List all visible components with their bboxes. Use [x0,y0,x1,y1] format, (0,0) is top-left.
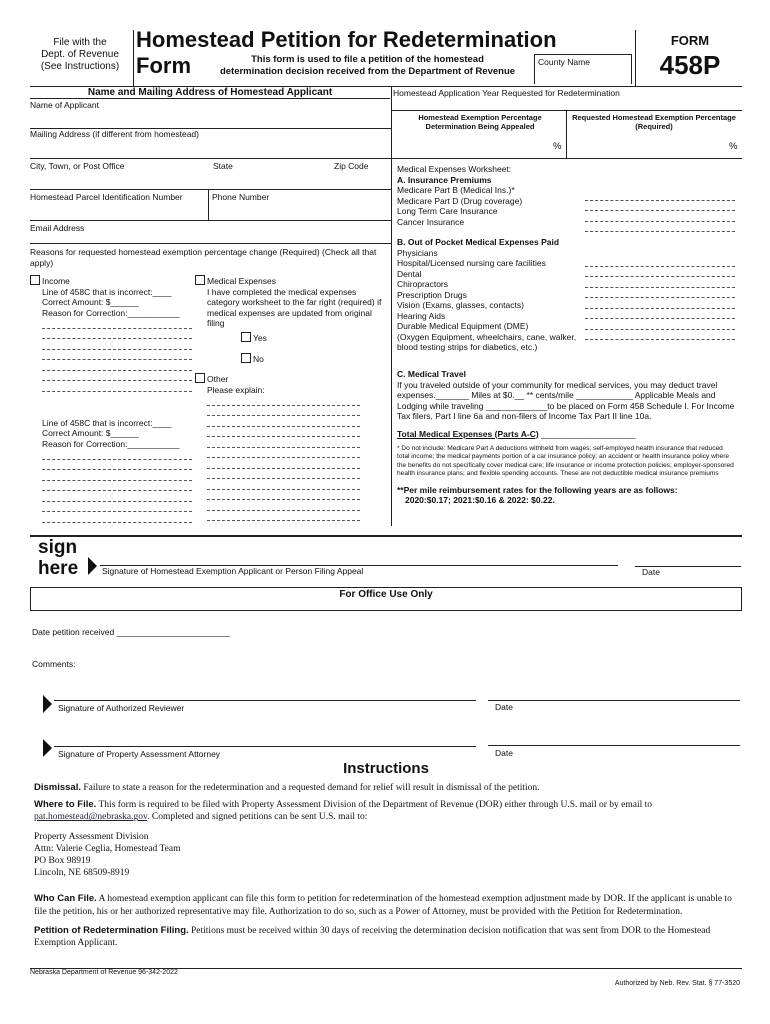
amount-line[interactable] [585,330,735,341]
pct-requested-label: Requested Homestead Exemption Percentage (Required) [572,113,736,131]
income-reason-line[interactable] [42,371,192,382]
reviewer-signature-label: Signature of Authorized Reviewer [58,703,185,713]
other-checkbox[interactable] [195,373,205,383]
yes-label: Yes [253,332,267,343]
amount-line[interactable] [585,190,735,201]
medical-travel-section [397,369,737,506]
worksheet-item: Medicare Part D (Drug coverage) [397,195,523,206]
worksheet-item: Hospital/Licensed nursing care facilities [397,258,546,268]
applicant-signature-label: Signature of Homestead Exemption Applicant or Person Filing Appeal [102,566,364,576]
name-of-applicant-label: Name of Applicant [30,100,99,110]
total-medical-label: Total Medical Expenses (Parts A-C) [397,428,539,439]
other-explain-line[interactable] [207,395,360,406]
insurance-premiums-title: A. Insurance Premiums [397,174,492,185]
income-line-incorrect-2: Line of 458C that is incorrect:____ [42,417,172,428]
applicant-date-label: Date [642,567,660,577]
worksheet-item: Vision (Exams, glasses, contacts) [397,300,524,310]
other-explain-line[interactable] [207,416,360,427]
income-reason-line[interactable] [42,481,192,492]
amount-line[interactable] [585,288,735,299]
pct-requested-sign: % [729,141,738,152]
applicant-date-field[interactable] [635,548,741,566]
yes-checkbox[interactable] [241,332,251,342]
income-reason-line[interactable] [42,339,192,350]
amount-line[interactable] [585,319,735,330]
attorney-arrow-icon [43,739,52,757]
sign-word: sign [38,537,78,558]
address-line: Property Assessment Division [34,831,149,842]
where-heading: Where to File. [34,799,97,811]
worksheet-item: Hearing Aids [397,310,446,321]
dismissal-text: Failure to state a reason for the redetermination and a requested demand for relief will result in dismissal of the petition. [81,783,540,793]
reviewer-arrow-icon [43,695,52,713]
income-label: Income [42,276,70,286]
dismissal-heading: Dismissal. [34,782,81,793]
email-address-field[interactable] [30,233,390,243]
medical-travel-title: C. Medical Travel [397,369,466,379]
income-reason-line[interactable] [42,512,192,523]
other-explain-line[interactable] [207,427,360,438]
email-link[interactable]: pat.homestead@nebraska.gov [34,812,148,823]
income-reason-line[interactable] [42,491,192,502]
worksheet-item: Chiropractors [397,279,449,289]
income-reason-2: Reason for Correction:___________ [42,438,180,449]
amount-line[interactable] [585,211,735,222]
where-paragraph [34,799,740,823]
other-explain-line[interactable] [207,458,360,469]
income-reason-line[interactable] [42,360,192,371]
attorney-date-field[interactable] [488,727,740,745]
comments-field[interactable] [90,655,740,685]
mileage-rates: 2020:$0.17; 2021:$0.16 & 2022: $0.22. [405,495,555,506]
date-petition-received[interactable]: Date petition received ________________________ [32,627,231,637]
other-explain-line[interactable] [207,437,360,448]
attorney-date-label: Date [495,748,513,758]
form-title: Homestead Petition for Redetermination Form [136,27,557,78]
no-label: No [253,354,264,364]
mailing-address-field[interactable] [30,139,390,158]
other-label: Other [207,374,229,384]
footer-authorization: Authorized by Neb. Rev. Stat. § 77-3520 [614,980,740,987]
out-of-pocket-amounts [585,256,735,340]
who-text: A homestead exemption applicant can file this form to petition for redetermination of the homestead exemption adjustment made by DOR. If the applicant is unable to file the petition, his or her authorized representative may file. Authorization to do so, such as a Power of Attorney, must be provided with the Petition for Redetermination. [34,894,732,917]
other-explain-line[interactable] [207,511,360,522]
application-year-label: Homestead Application Year Requested for Redetermination [393,88,620,98]
income-reason-line[interactable] [42,470,192,481]
name-of-applicant-field[interactable] [30,110,390,128]
amount-line[interactable] [585,256,735,267]
no-checkbox[interactable] [241,353,251,363]
other-explain-line[interactable] [207,490,360,501]
amount-line[interactable] [585,222,735,233]
mailing-address-block [34,831,740,880]
income-reason-line[interactable] [42,449,192,460]
sign-arrow-icon [88,557,97,575]
insurance-footnote: * Do not include: Medicare Part A deductions withheld from wages; self-employed health insurance that reduced total income; the medical payments portion of a car insurance policy; an accident or health insurance policy where the benefits do not specifically cover medical care; life insurance or income protection policies; employer-sponsored health insurance plans; and flexible spending accounts. These are not deductible medical insurance premiums [397,445,734,478]
medical-expenses-checkbox[interactable] [195,275,205,285]
petition-text: Petitions must be received within 30 days of receiving the determination decision notification that was sent from DOR to the Homestead Exemption Applicant. [34,925,711,949]
worksheet-item: Dental [397,268,422,279]
amount-line[interactable] [585,298,735,309]
worksheet-item: Medicare Part B (Medical Ins.)* [397,185,515,195]
income-reason-line[interactable] [42,350,192,361]
mileage-rates-title: **Per mile reimbursement rates for the following years are as follows: [397,484,678,495]
income-line-incorrect-1: Line of 458C that is incorrect:____ [42,286,172,297]
petition-heading: Petition of Redetermination Filing. [34,924,189,936]
form-number: 458P [659,50,721,80]
instructions-title: Instructions [343,760,429,777]
pct-appealed-label: Homestead Exemption Percentage Determination Being Appealed [418,113,542,131]
who-heading: Who Can File. [34,893,97,905]
medical-option [195,275,387,365]
worksheet-item: Durable Medical Equipment (DME) [397,321,529,331]
out-of-pocket-title: B. Out of Pocket Medical Expenses Paid [397,237,560,247]
parcel-id-label: Homestead Parcel Identification Number [30,192,183,202]
instructions-body [34,782,740,949]
pct-appealed-field[interactable] [392,132,552,156]
email-address-label: Email Address [30,223,85,233]
comments-label: Comments: [32,659,76,669]
income-correct-amount-2: Correct Amount: $______ [42,428,139,438]
where-text: This form is required to be filed with Property Assessment Division of the Department of Revenue (DOR) either through U.S. mail or by email to [96,800,653,811]
reasons-label: Reasons for requested homestead exemption percentage change (Required) (Check all that apply) [30,247,377,268]
mailing-address-label: Mailing Address (if different from homestead) [30,129,199,139]
footer-form-id: Nebraska Department of Revenue 96-342-2022 [30,969,178,976]
office-use-header: For Office Use Only [30,587,742,611]
other-option [195,373,360,521]
worksheet-item-extra: (Oxygen Equipment, wheelchairs, cane, walker, blood testing strips for diabetics, etc.) [397,331,577,352]
worksheet-item: Prescription Drugs [397,289,467,300]
medical-travel-text: If you traveled outside of your community for medical services, you may deduct travel expenses._______ Miles at $0.__ ** cents/mile ____________ Applicable Meals and Lodging while traveling _____________to be placed on Form 458 Schedule I. For Income Tax filers, Part I line 6a and non-filers of Income Tax Part II line 10a. [397,379,735,421]
state-label: State [213,161,233,171]
form-label: FORM [670,33,710,48]
other-explain-line[interactable] [207,448,360,459]
total-medical-field[interactable]: ____________________ [541,428,636,439]
county-name-label: County Name [538,57,590,67]
applicant-section-title: Name and Mailing Address of Homestead Applicant [30,86,390,99]
address-line: Lincoln, NE 68509-8919 [34,868,130,879]
income-checkbox[interactable] [30,275,40,285]
city-state-zip-field[interactable] [30,172,390,189]
pct-requested-field[interactable] [568,132,726,156]
address-line: PO Box 98919 [34,856,91,867]
medical-expenses-text: I have completed the medical expenses category worksheet to the far right (required) if medical expenses are updated from original filing [207,286,382,328]
amount-line[interactable] [585,277,735,288]
medical-expenses-label: Medical Expenses [207,276,276,286]
who-paragraph [34,893,740,917]
income-reason-line[interactable] [42,381,192,392]
amount-line[interactable] [585,267,735,278]
city-label: City, Town, or Post Office [30,161,125,171]
income-reason-line[interactable] [42,329,192,340]
reviewer-signature-field[interactable] [54,682,476,700]
reviewer-date-label: Date [495,702,513,712]
zip-label: Zip Code [334,161,369,171]
where-text-2: . Completed and signed petitions can be sent U.S. mail to: [147,812,368,823]
insurance-amounts [585,190,735,232]
other-explain-line[interactable] [207,479,360,490]
worksheet-title: Medical Expenses Worksheet: [397,164,512,174]
form-subtitle: This form is used to file a petition of the homestead determination decision received from the Department of Revenue [219,54,516,77]
income-reason-line[interactable] [42,502,192,513]
attorney-signature-label: Signature of Property Assessment Attorney [58,749,221,759]
other-explain-line[interactable] [207,500,360,511]
worksheet-item: Long Term Care Insurance [397,206,498,216]
amount-line[interactable] [585,309,735,320]
income-reason-line[interactable] [42,460,192,471]
address-line: Attn: Valerie Ceglia, Homestead Team [34,843,181,854]
other-explain-line[interactable] [207,406,360,417]
phone-number-label: Phone Number [212,192,270,202]
income-reason-line[interactable] [42,318,192,329]
file-with-note: File with the Dept. of Revenue (See Instructions) [40,37,120,72]
income-option [30,275,192,523]
income-correct-amount-1: Correct Amount: $______ [42,297,139,307]
attorney-signature-field[interactable] [54,728,476,746]
income-reason-1: Reason for Correction:___________ [42,307,180,318]
dismissal-paragraph [34,782,740,794]
applicant-signature-field[interactable] [100,545,618,565]
county-name-field[interactable] [534,54,632,84]
other-explain-line[interactable] [207,469,360,480]
worksheet-item: Physicians [397,247,438,258]
other-explain-label: Please explain: [207,384,265,395]
here-word: here [38,558,79,579]
amount-line[interactable] [585,201,735,212]
petition-paragraph [34,925,740,949]
pct-appealed-sign: % [553,141,562,152]
reviewer-date-field[interactable] [488,682,740,700]
worksheet-item: Cancer Insurance [397,216,465,227]
